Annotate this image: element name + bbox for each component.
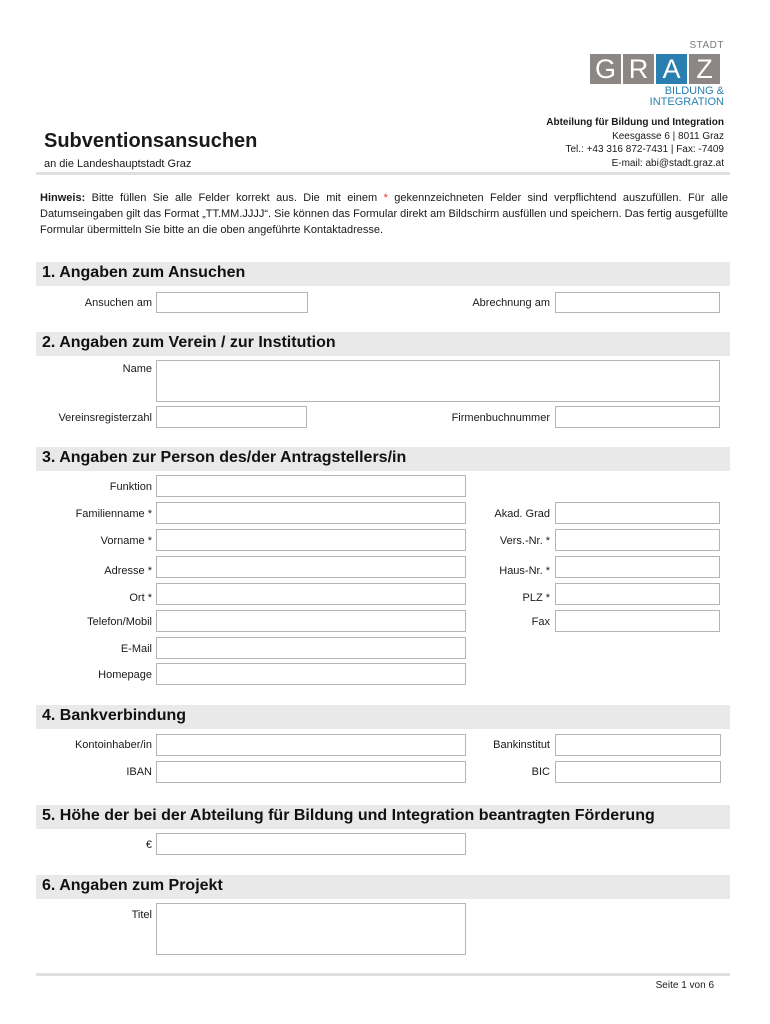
akad-grad-input[interactable]	[555, 502, 720, 524]
ort-input[interactable]	[156, 583, 466, 605]
contact-email: E-mail: abi@stadt.graz.at	[611, 158, 724, 169]
section-5-header	[36, 805, 730, 829]
funktion-input[interactable]	[156, 475, 466, 497]
section-4-header	[36, 705, 730, 729]
label-email: E-Mail	[120, 643, 152, 655]
label-kontoinhaber: Kontoinhaber/in	[74, 739, 152, 751]
section-1-title: 1. Angaben zum Ansuchen	[42, 264, 246, 281]
section-6-header	[36, 875, 730, 899]
label-currency: €	[145, 839, 152, 851]
label-ort: Ort *	[129, 592, 152, 604]
bankinstitut-input[interactable]	[555, 734, 721, 756]
contact-address: Keesgasse 6 | 8011 Graz	[612, 131, 724, 142]
required-star: *	[383, 192, 388, 204]
adresse-input[interactable]	[156, 556, 466, 578]
label-akad-grad: Akad. Grad	[494, 508, 550, 520]
plz-input[interactable]	[555, 583, 720, 605]
hint-text-part1: Bitte füllen Sie alle Felder korrekt aus. Die mit einem	[85, 192, 384, 204]
label-ansuchen-am: Ansuchen am	[84, 297, 152, 309]
header-divider	[36, 172, 730, 175]
hint-text-part2: gekennzeichneten Felder sind verpflichtend auszufüllen. Für alle Datumseingaben gilt das Format „TT.MM.JJJJ“. Sie können das Formular direkt am Bildschirm ausfüllen und speichern. Das fertig ausgefüllte Formular übermitteln Sie bitte an die oben angeführte Kontaktadresse.	[40, 192, 728, 236]
familienname-input[interactable]	[156, 502, 466, 524]
section-2-title: 2. Angaben zum Verein / zur Institution	[42, 334, 336, 351]
vorname-input[interactable]	[156, 529, 466, 551]
page-subtitle: an die Landeshauptstadt Graz	[44, 158, 192, 170]
label-vereinsregisterzahl: Vereinsregisterzahl	[58, 412, 152, 424]
label-firmenbuchnummer: Firmenbuchnummer	[451, 412, 550, 424]
label-adresse: Adresse *	[104, 565, 152, 577]
homepage-input[interactable]	[156, 663, 466, 685]
label-telefon: Telefon/Mobil	[87, 616, 152, 628]
logo-letter-r: R	[623, 54, 654, 84]
projekt-titel-input[interactable]	[156, 903, 466, 955]
logo-letter-z: Z	[689, 54, 720, 84]
section-6-title: 6. Angaben zum Projekt	[42, 877, 223, 894]
label-vorname: Vorname *	[100, 535, 152, 547]
hint-text	[40, 190, 728, 238]
label-titel: Titel	[131, 909, 152, 921]
label-bic: BIC	[531, 766, 550, 778]
section-3-title: 3. Angaben zur Person des/der Antragstellers/in	[42, 449, 407, 466]
verein-name-input[interactable]	[156, 360, 720, 402]
contact-phone: Tel.: +43 316 872-7431 | Fax: -7409	[565, 144, 724, 155]
logo-letter-g: G	[590, 54, 621, 84]
section-4-title: 4. Bankverbindung	[42, 707, 187, 724]
hint-label: Hinweis:	[40, 192, 86, 204]
label-funktion: Funktion	[109, 481, 152, 493]
section-5-title: 5. Höhe der bei der Abteilung für Bildung und Integration beantragten Förderung	[42, 807, 655, 824]
logo-line1: BILDUNG &	[664, 85, 724, 97]
logo-line2: INTEGRATION	[649, 96, 724, 108]
label-vers-nr: Vers.-Nr. *	[499, 535, 550, 547]
bic-input[interactable]	[555, 761, 721, 783]
section-2-header	[36, 332, 730, 356]
email-input[interactable]	[156, 637, 466, 659]
label-fax: Fax	[531, 616, 550, 628]
kontoinhaber-input[interactable]	[156, 734, 466, 756]
foerderung-betrag-input[interactable]	[156, 833, 466, 855]
label-homepage: Homepage	[98, 669, 152, 681]
contact-dept: Abteilung für Bildung und Integration	[546, 117, 724, 128]
iban-input[interactable]	[156, 761, 466, 783]
section-1-header	[36, 262, 730, 286]
label-abrechnung-am: Abrechnung am	[472, 297, 550, 309]
label-iban: IBAN	[126, 766, 152, 778]
firmenbuchnummer-input[interactable]	[555, 406, 720, 428]
logo-graz	[590, 54, 720, 84]
section-3-header	[36, 447, 730, 471]
label-name: Name	[122, 363, 152, 375]
label-haus-nr: Haus-Nr. *	[499, 565, 550, 577]
logo-letter-a: A	[656, 54, 687, 84]
label-plz: PLZ *	[522, 592, 550, 604]
abrechnung-am-input[interactable]	[555, 292, 720, 313]
vereinsregisterzahl-input[interactable]	[156, 406, 307, 428]
telefon-input[interactable]	[156, 610, 466, 632]
haus-nr-input[interactable]	[555, 556, 720, 578]
label-familienname: Familienname *	[75, 508, 152, 520]
ansuchen-am-input[interactable]	[156, 292, 308, 313]
label-bankinstitut: Bankinstitut	[493, 739, 550, 751]
fax-input[interactable]	[555, 610, 720, 632]
page-title: Subventionsansuchen	[44, 130, 258, 152]
logo-stadt-text: STADT	[689, 40, 724, 51]
page-number: Seite 1 von 6	[655, 980, 714, 991]
footer-divider	[36, 973, 730, 976]
vers-nr-input[interactable]	[555, 529, 720, 551]
